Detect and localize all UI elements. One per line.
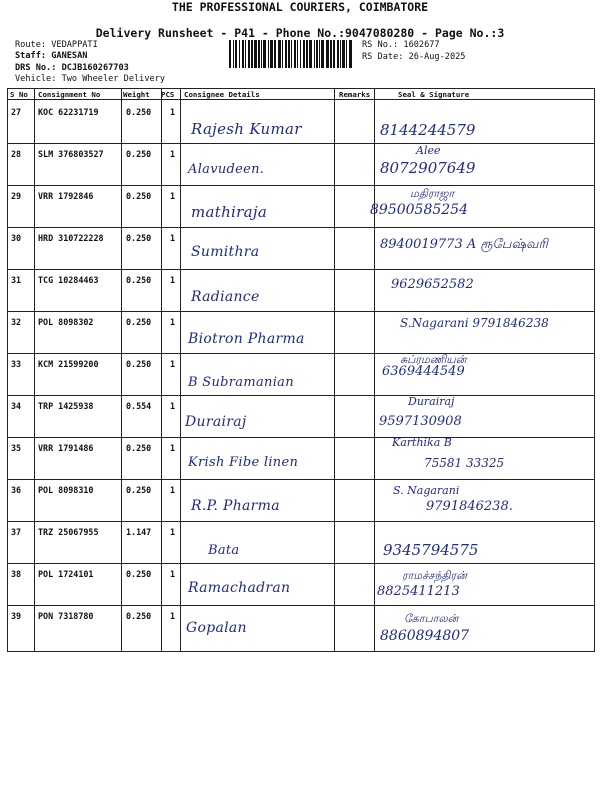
row-sno: 29 bbox=[11, 191, 22, 201]
row-weight: 0.250 bbox=[126, 317, 152, 327]
row-pcs: 1 bbox=[170, 317, 176, 327]
row-sno: 27 bbox=[11, 107, 22, 117]
company-title: THE PROFESSIONAL COURIERS, COIMBATORE bbox=[171, 0, 429, 14]
row-signature: 8860894807 bbox=[380, 628, 470, 644]
row-consignee: Ramachadran bbox=[188, 580, 291, 596]
row-pcs: 1 bbox=[170, 401, 176, 411]
col-seal-header: Seal & Signature bbox=[398, 90, 470, 99]
row-signature: 9629652582 bbox=[391, 277, 474, 292]
row-signature-note: Durairaj bbox=[408, 395, 455, 408]
row-signature-note: Karthika B bbox=[392, 436, 452, 449]
row-sno: 28 bbox=[11, 149, 22, 159]
runsheet-table bbox=[7, 88, 595, 652]
row-consignee: Biotron Pharma bbox=[188, 331, 305, 347]
runsheet-subtitle: Delivery Runsheet - P41 - Phone No.:9047080280 - Page No.:3 bbox=[95, 26, 505, 40]
row-weight: 0.250 bbox=[126, 191, 152, 201]
row-pcs: 1 bbox=[170, 275, 176, 285]
row-consignment-no: SLM 376803527 bbox=[38, 149, 104, 159]
row-signature-note: மதிராஜா bbox=[410, 187, 455, 200]
row-consignment-no: KOC 62231719 bbox=[38, 107, 99, 117]
row-weight: 0.250 bbox=[126, 443, 152, 453]
row-consignment-no: VRR 1791486 bbox=[38, 443, 94, 453]
row-consignment-no: TRZ 25067955 bbox=[38, 527, 99, 537]
rs-number: RS No.: 1602677 bbox=[362, 40, 440, 50]
row-signature: 8072907649 bbox=[380, 159, 476, 177]
row-consignment-no: VRR 1792846 bbox=[38, 191, 94, 201]
row-pcs: 1 bbox=[170, 359, 176, 369]
table-row bbox=[8, 269, 594, 311]
row-weight: 0.250 bbox=[126, 233, 152, 243]
table-row bbox=[8, 437, 594, 479]
table-row bbox=[8, 143, 594, 185]
row-signature-note: S. Nagarani bbox=[393, 484, 460, 497]
row-weight: 0.250 bbox=[126, 275, 152, 285]
row-weight: 0.250 bbox=[126, 569, 152, 579]
row-signature: 8825411213 bbox=[377, 584, 460, 599]
table-row bbox=[8, 479, 594, 521]
row-pcs: 1 bbox=[170, 191, 176, 201]
barcode bbox=[229, 40, 353, 68]
vehicle-label: Vehicle: Two Wheeler Delivery bbox=[15, 74, 166, 84]
row-signature: 8940019773 A ரூபேஷ்வரி bbox=[380, 237, 548, 252]
row-signature-note: சுப்ரமணியன் bbox=[400, 353, 467, 366]
row-consignment-no: POL 8098302 bbox=[38, 317, 94, 327]
row-consignment-no: TRP 1425938 bbox=[38, 401, 94, 411]
row-weight: 0.250 bbox=[126, 485, 152, 495]
row-weight: 0.250 bbox=[126, 107, 152, 117]
row-pcs: 1 bbox=[170, 485, 176, 495]
row-consignment-no: POL 8098310 bbox=[38, 485, 94, 495]
row-signature: 75581 33325 bbox=[424, 456, 505, 470]
row-sno: 30 bbox=[11, 233, 22, 243]
table-row bbox=[8, 521, 594, 563]
col-weight-header: Weight bbox=[123, 90, 150, 99]
table-row bbox=[8, 185, 594, 227]
row-pcs: 1 bbox=[170, 107, 176, 117]
row-consignment-no: PON 7318780 bbox=[38, 611, 94, 621]
row-signature: 89500585254 bbox=[370, 202, 468, 218]
table-row bbox=[8, 563, 594, 605]
row-consignee: Krish Fibe linen bbox=[188, 455, 299, 470]
row-signature: S.Nagarani 9791846238 bbox=[400, 316, 549, 330]
drs-number: DRS No.: DCJB160267703 bbox=[15, 63, 129, 73]
table-row bbox=[8, 395, 594, 437]
row-sno: 39 bbox=[11, 611, 22, 621]
col-consignee-header: Consignee Details bbox=[184, 90, 260, 99]
row-consignee: Durairaj bbox=[185, 414, 247, 430]
table-row bbox=[8, 605, 594, 647]
row-consignee: mathiraja bbox=[191, 203, 268, 221]
table-row bbox=[8, 353, 594, 395]
col-pcs-header: PCS bbox=[161, 90, 175, 99]
row-signature-note: கோபாலன் bbox=[404, 612, 459, 625]
row-consignment-no: HRD 310722228 bbox=[38, 233, 104, 243]
row-consignee: Bata bbox=[208, 543, 240, 558]
table-row bbox=[8, 311, 594, 353]
row-sno: 37 bbox=[11, 527, 22, 537]
row-consignee: Gopalan bbox=[186, 620, 247, 636]
route-label: Route: VEDAPPATI bbox=[15, 40, 98, 50]
row-pcs: 1 bbox=[170, 527, 176, 537]
row-consignment-no: POL 1724101 bbox=[38, 569, 94, 579]
row-consignee: Alavudeen. bbox=[188, 162, 265, 177]
row-pcs: 1 bbox=[170, 569, 176, 579]
row-consignee: Sumithra bbox=[191, 244, 260, 260]
table-row bbox=[8, 227, 594, 269]
row-consignee: R.P. Pharma bbox=[191, 498, 280, 514]
row-sno: 31 bbox=[11, 275, 22, 285]
row-sno: 35 bbox=[11, 443, 22, 453]
row-consignee: Rajesh Kumar bbox=[191, 120, 302, 138]
row-consignee: B Subramanian bbox=[188, 375, 294, 390]
row-pcs: 1 bbox=[170, 443, 176, 453]
row-sno: 33 bbox=[11, 359, 22, 369]
row-signature: 9791846238. bbox=[426, 499, 513, 514]
col-remarks-header: Remarks bbox=[339, 90, 371, 99]
row-consignment-no: TCG 10284463 bbox=[38, 275, 99, 285]
row-weight: 0.250 bbox=[126, 149, 152, 159]
col-sno-header: S No bbox=[10, 90, 28, 99]
row-weight: 1.147 bbox=[126, 527, 152, 537]
row-signature-note: ராமச்சந்திரன் bbox=[402, 569, 467, 582]
row-pcs: 1 bbox=[170, 233, 176, 243]
row-signature: 9597130908 bbox=[379, 414, 462, 429]
row-pcs: 1 bbox=[170, 149, 176, 159]
rs-date: RS Date: 26-Aug-2025 bbox=[362, 52, 466, 62]
row-pcs: 1 bbox=[170, 611, 176, 621]
row-weight: 0.554 bbox=[126, 401, 152, 411]
row-signature: 6369444549 bbox=[382, 364, 465, 379]
row-signature-note: Alee bbox=[416, 144, 441, 157]
row-consignee: Radiance bbox=[191, 289, 260, 305]
row-sno: 34 bbox=[11, 401, 22, 411]
row-signature: 9345794575 bbox=[383, 541, 479, 559]
row-sno: 38 bbox=[11, 569, 22, 579]
row-sno: 32 bbox=[11, 317, 22, 327]
row-consignment-no: KCM 21599200 bbox=[38, 359, 99, 369]
table-row bbox=[8, 101, 594, 143]
row-weight: 0.250 bbox=[126, 359, 152, 369]
staff-label: Staff: GANESAN bbox=[15, 51, 88, 61]
row-weight: 0.250 bbox=[126, 611, 152, 621]
row-sno: 36 bbox=[11, 485, 22, 495]
col-consignment-header: Consignment No bbox=[38, 90, 101, 99]
row-signature: 8144244579 bbox=[380, 121, 476, 139]
